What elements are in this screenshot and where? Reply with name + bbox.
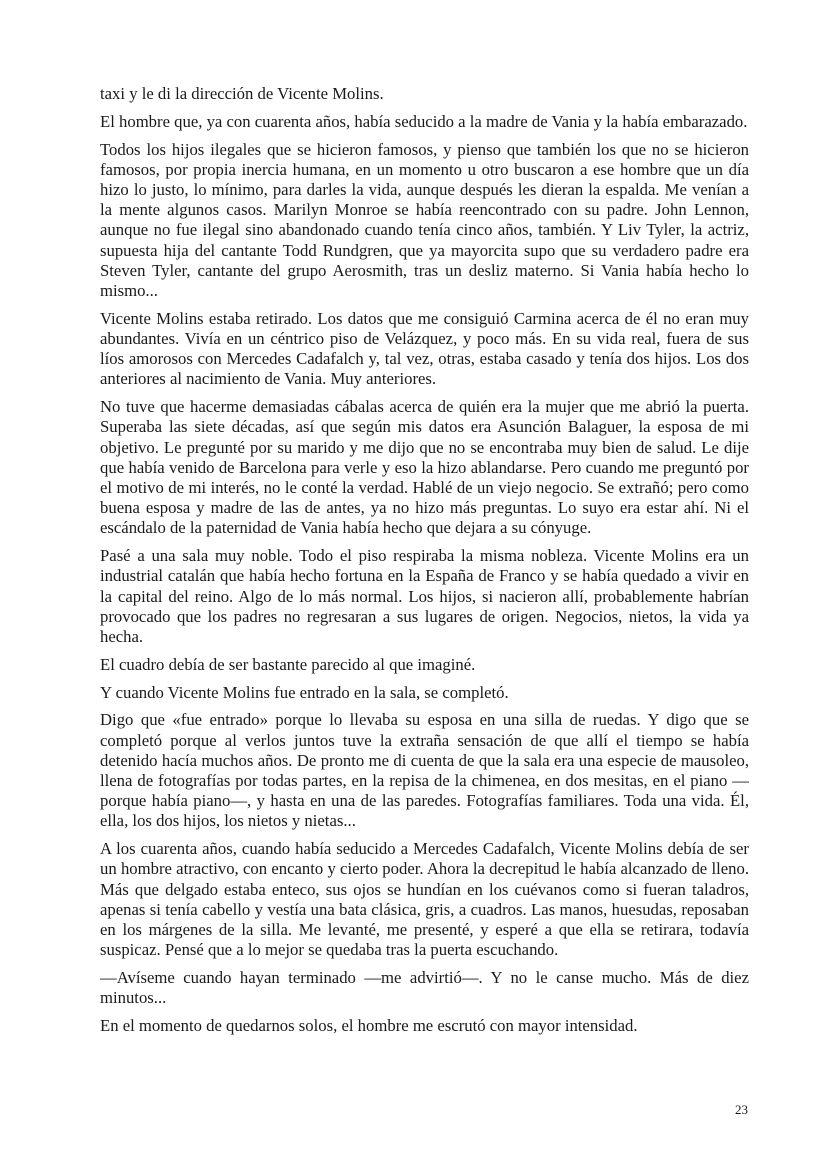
paragraph: No tuve que hacerme demasiadas cábalas acerca de quién era la mujer que me abrió la puerta. Superaba las siete décadas, así que según mis datos era Asunción Balaguer, la esposa de mi objetivo. Le pregunté por su marido y me dijo que no se encontraba muy bien de salud. Le dije que había venido de Barcelona para verle y eso la hizo ablandarse. Pero cuando me preguntó por el motivo de mi interés, no le conté la verdad. Hablé de un viejo negocio. Se extrañó; pero como buena esposa y madre de las de antes, ya no hizo más preguntas. Lo suyo era estar ahí. Ni el escándalo de la paternidad de Vania había hecho que dejara a su cónyuge. [100, 397, 749, 538]
page-number: 23 [735, 1102, 748, 1117]
paragraph: En el momento de quedarnos solos, el hombre me escrutó con mayor intensidad. [100, 1016, 638, 1036]
paragraph: El hombre que, ya con cuarenta años, había seducido a la madre de Vania y la había embarazado. [100, 111, 748, 131]
document-page-body [100, 84, 749, 1044]
paragraph: Y cuando Vicente Molins fue entrado en la sala, se completó. [100, 682, 509, 702]
paragraph: A los cuarenta años, cuando había seducido a Mercedes Cadafalch, Vicente Molins debía de ser un hombre atractivo, con encanto y cierto poder. Ahora la decrepitud le había alcanzado de lleno. Más que delgado estaba enteco, sus ojos se hundían en los cuévanos como si fueran taladros, apenas si tenía cabello y vestía una bata clásica, gris, a cuadros. Las manos, huesudas, reposaban en los márgenes de la silla. Me levanté, me presenté, y esperé a que ella se retirara, todavía suspicaz. Pensé que a lo mejor se quedaba tras la puerta escuchando. [100, 839, 749, 960]
paragraph: El cuadro debía de ser bastante parecido al que imaginé. [100, 654, 476, 674]
paragraph: —Avíseme cuando hayan terminado —me advirtió—. Y no le canse mucho. Más de diez minutos... [100, 968, 749, 1008]
paragraph: Digo que «fue entrado» porque lo llevaba su esposa en una silla de ruedas. Y digo que se completó porque al verlos juntos tuve la extraña sensación de que allí el tiempo se había detenido hacía muchos años. De pronto me di cuenta de que la sala era una especie de mausoleo, llena de fotografías por todas partes, en la repisa de la chimenea, en dos mesitas, en el piano —porque había piano—, y hasta en una de las paredes. Fotografías familiares. Toda una vida. Él, ella, los dos hijos, los nietos y nietas... [100, 710, 749, 831]
paragraph: Pasé a una sala muy noble. Todo el piso respiraba la misma nobleza. Vicente Molins era un industrial catalán que había hecho fortuna en la España de Franco y se había quedado a vivir en la capital del reino. Algo de lo más normal. Los hijos, si nacieron allí, probablemente habrían provocado que los padres no regresaran a sus lugares de origen. Negocios, nietos, la vida ya hecha. [100, 546, 749, 647]
paragraph: taxi y le di la dirección de Vicente Molins. [100, 84, 384, 103]
paragraph: Todos los hijos ilegales que se hicieron famosos, y pienso que también los que no se hicieron famosos, por propia inercia humana, en un momento u otro buscaron a ese hombre que un día hizo lo justo, lo mínimo, para darles la vida, aunque después les dieran la espalda. Me venían a la mente algunos casos. Marilyn Monroe se había reencontrado con su padre. John Lennon, aunque no fue ilegal sino abandonado cuando tenía cinco años, también. Y Liv Tyler, la actriz, supuesta hija del cantante Todd Rundgren, que ya mayorcita supo que su verdadero padre era Steven Tyler, cantante del grupo Aerosmith, tras un desliz materno. Si Vania había hecho lo mismo... [100, 139, 749, 301]
paragraph: Vicente Molins estaba retirado. Los datos que me consiguió Carmina acerca de él no eran muy abundantes. Vivía en un céntrico piso de Velázquez, y poco más. En su vida real, fuera de sus líos amorosos con Mercedes Cadafalch y, tal vez, otras, estaba casado y tenía dos hijos. Los dos anteriores al nacimiento de Vania. Muy anteriores. [100, 308, 749, 389]
